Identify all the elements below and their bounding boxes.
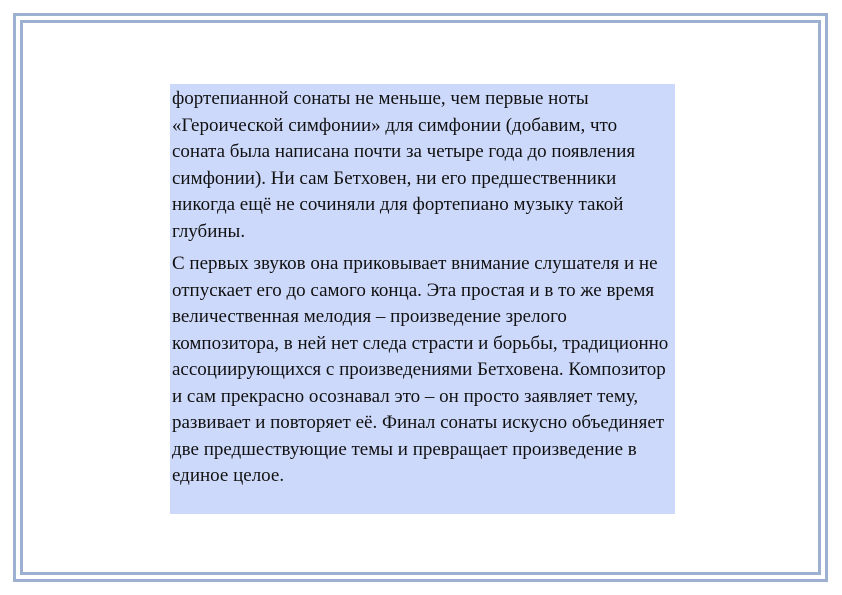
- paragraph-1: фортепианной сонаты не меньше, чем первые ноты «Героической симфонии» для симфонии (добавим, что соната была написана почти за четыре года до появления симфонии). Ни сам Бетховен, ни его предшественники никогда ещё не сочиняли для фортепиано музыку такой глубины.: [172, 88, 636, 242]
- paragraph-2: С первых звуков она приковывает внимание слушателя и не отпускает его до самого конца. Эта простая и в то же время величественная мелодия – произведение зрелого композитора, в ней нет следа страсти и борьбы, традиционно ассоциирующихся с произведениями Бетховена. Композитор и сам прекрасно осознавал это – он просто заявляет тему, развивает и повторяет её. Финал сонаты искусно объединяет две предшествующие темы и превращает произведение в единое целое.: [172, 253, 669, 486]
- text-block: [170, 84, 675, 514]
